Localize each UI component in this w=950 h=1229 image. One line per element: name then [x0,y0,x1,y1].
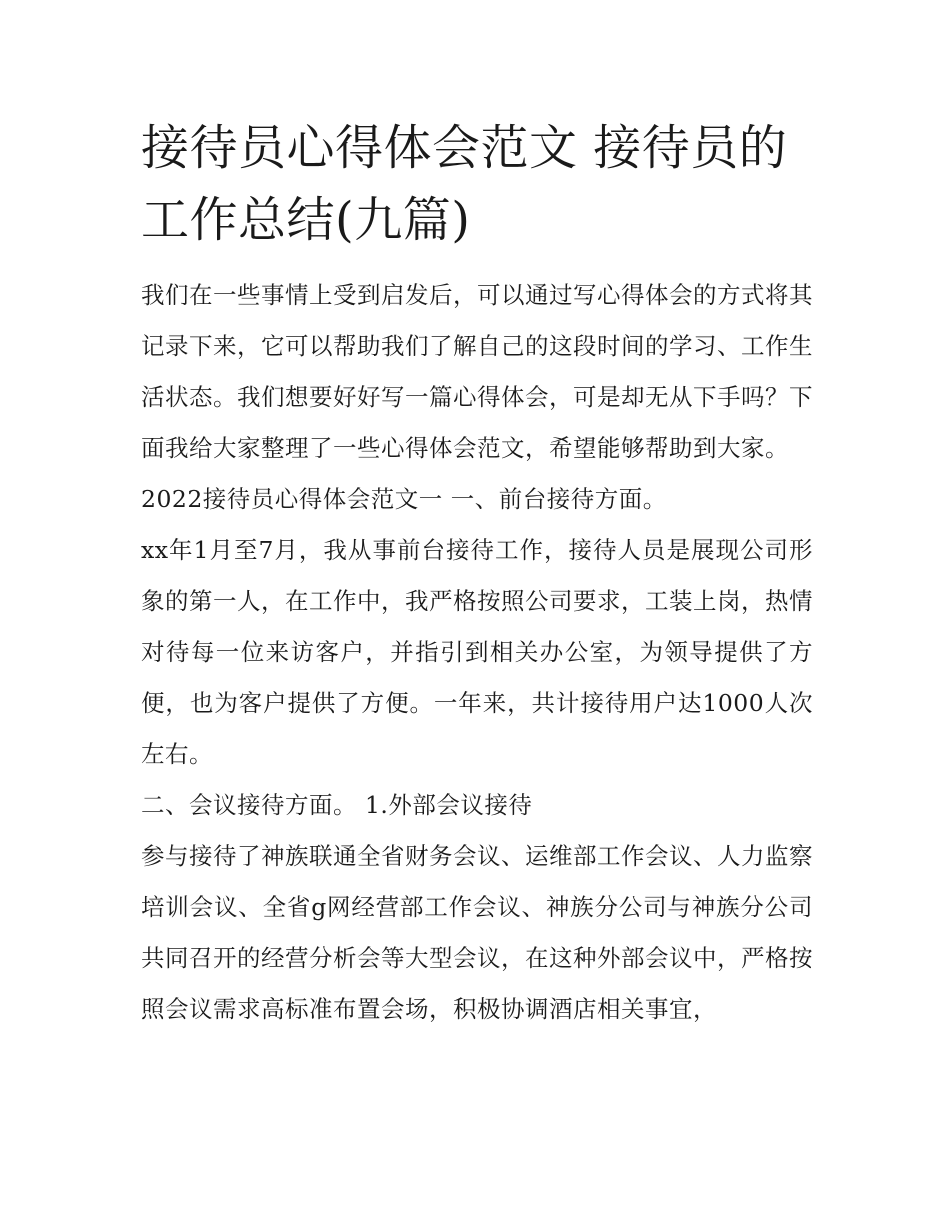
document-title: 接待员心得体会范文 接待员的工作总结(九篇) [141,120,788,248]
document-page [141,112,813,1035]
section-heading-2: 二、会议接待方面。 1.外部会议接待 [141,791,533,819]
front-desk-paragraph: xx年1月至7月，我从事前台接待工作，接待人员是展现公司形象的第一人，在工作中，我严格按照公司要求，工装上岗，热情对待每一位来访客户，并指引到相关办公室，为领导提供了方便，也为客户提供了方便。一年来，共计接待用户达1000人次左右。 [141,536,813,768]
section-heading-1: 2022接待员心得体会范文一 一、前台接待方面。 [141,485,667,513]
meeting-paragraph: 参与接待了神族联通全省财务会议、运维部工作会议、人力监察培训会议、全省g网经营部工作会议、神族分公司与神族分公司共同召开的经营分析会等大型会议，在这种外部会议中，严格按照会议需求高标准布置会场，积极协调酒店相关事宜， [141,842,813,1023]
intro-paragraph: 我们在一些事情上受到启发后，可以通过写心得体会的方式将其记录下来，它可以帮助我们了解自己的这段时间的学习、工作生活状态。我们想要好好写一篇心得体会，可是却无从下手吗？下面我给大家整理了一些心得体会范文，希望能够帮助到大家。 [141,281,813,462]
